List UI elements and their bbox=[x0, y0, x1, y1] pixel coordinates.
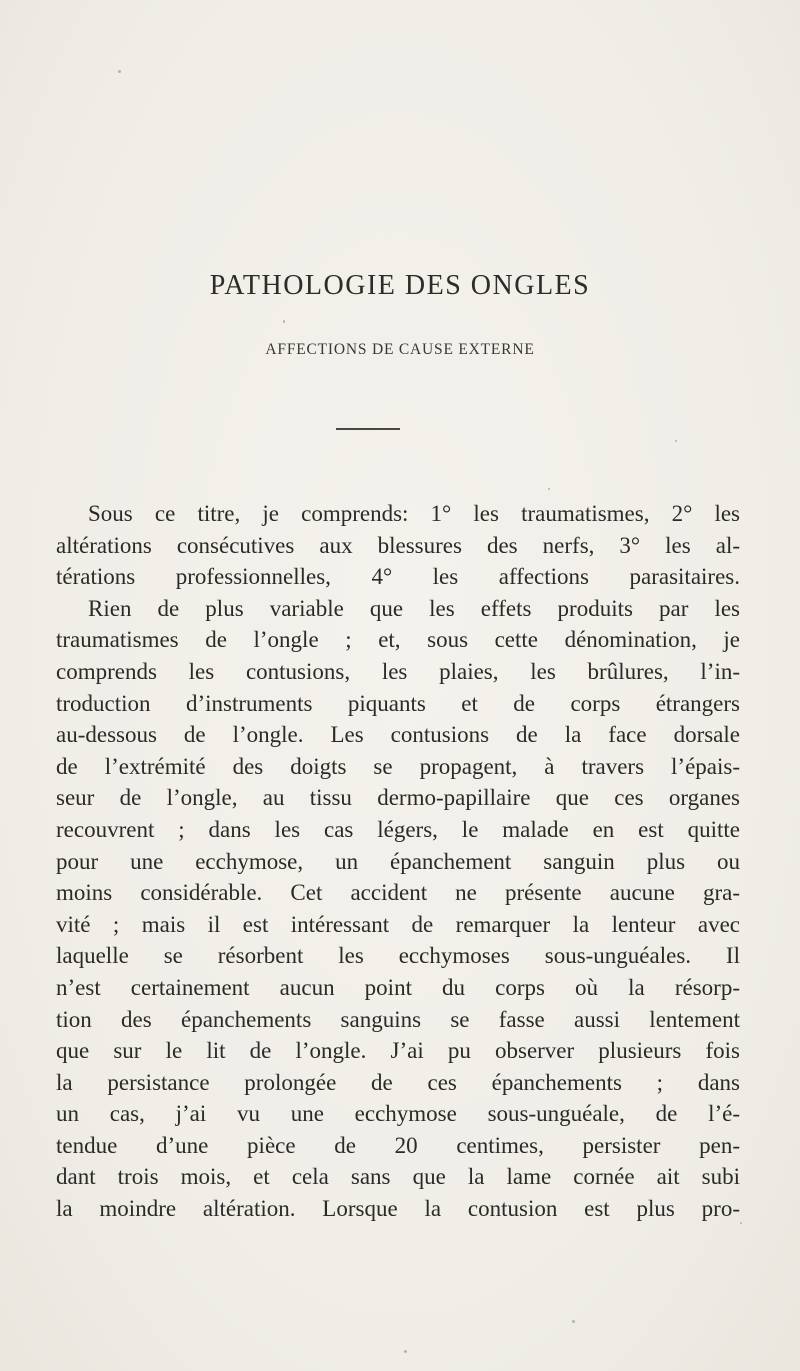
paper-speck bbox=[283, 320, 285, 323]
paper-speck bbox=[548, 488, 550, 490]
text-line: moins considérable. Cet accident ne présente aucune gra- bbox=[56, 880, 740, 906]
text-line: que sur le lit de l’ongle. J’ai pu observer plusieurs fois bbox=[56, 1038, 740, 1064]
text-line: tendue d’une pièce de 20 centimes, persister pen- bbox=[56, 1132, 740, 1158]
text-line: la persistance prolongée de ces épanchements ; dans bbox=[56, 1069, 740, 1095]
text-line: seur de l’ongle, au tissu dermo-papillaire que ces organes bbox=[56, 785, 740, 811]
text-line: troduction d’instruments piquants et de corps étrangers bbox=[56, 690, 740, 716]
section-divider bbox=[336, 428, 400, 430]
paper-speck bbox=[118, 70, 121, 73]
text-line: n’est certainement aucun point du corps où la résorp- bbox=[56, 974, 740, 1000]
text-line: Rien de plus variable que les effets produits par les bbox=[88, 595, 740, 621]
paper-speck bbox=[572, 1320, 575, 1323]
text-line: comprends les contusions, les plaies, les brûlures, l’in- bbox=[56, 658, 740, 684]
text-line: traumatismes de l’ongle ; et, sous cette dénomination, je bbox=[56, 627, 740, 653]
section-subtitle: AFFECTIONS DE CAUSE EXTERNE bbox=[265, 341, 535, 358]
body-text bbox=[56, 498, 740, 1225]
text-line: térations professionnelles, 4° les affections parasitaires. bbox=[56, 564, 740, 590]
text-line: la moindre altération. Lorsque la contusion est plus pro- bbox=[56, 1196, 740, 1222]
paper-speck bbox=[675, 440, 677, 442]
paper-speck bbox=[404, 1350, 407, 1353]
text-line: laquelle se résorbent les ecchymoses sous-unguéales. Il bbox=[56, 943, 740, 969]
text-line: Sous ce titre, je comprends: 1° les traumatismes, 2° les bbox=[88, 501, 740, 526]
text-line: au-dessous de l’ongle. Les contusions de la face dorsale bbox=[56, 722, 740, 748]
text-line: dant trois mois, et cela sans que la lame cornée ait subi bbox=[56, 1164, 740, 1190]
text-line: recouvrent ; dans les cas légers, le malade en est quitte bbox=[56, 816, 740, 842]
text-line: tion des épanchements sanguins se fasse aussi lentement bbox=[56, 1006, 740, 1032]
text-line: vité ; mais il est intéressant de remarquer la lenteur avec bbox=[56, 911, 740, 937]
text-line: altérations consécutives aux blessures des nerfs, 3° les al- bbox=[56, 532, 740, 558]
chapter-title: PATHOLOGIE DES ONGLES bbox=[209, 270, 591, 301]
paper-speck bbox=[740, 1222, 742, 1224]
text-line: un cas, j’ai vu une ecchymose sous-unguéale, de l’é- bbox=[56, 1101, 740, 1127]
text-line: pour une ecchymose, un épanchement sanguin plus ou bbox=[56, 848, 740, 874]
text-line: de l’extrémité des doigts se propagent, à travers l’épais- bbox=[56, 753, 740, 779]
